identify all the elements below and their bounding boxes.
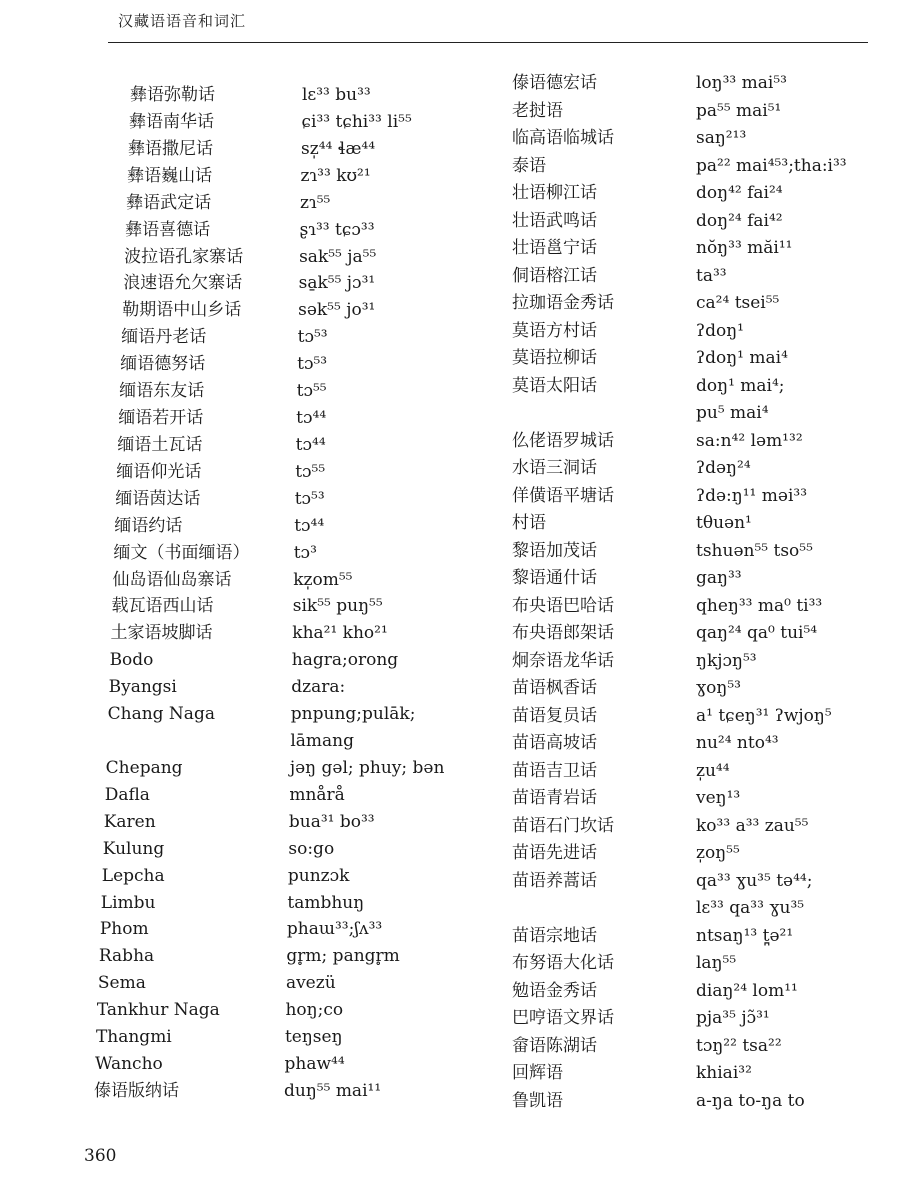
left-language-name: 勒期语中山乡话 [122, 300, 242, 321]
left-word-form: sz̩⁴⁴ ɬæ⁴⁴ [301, 138, 376, 159]
left-language-name: 浪速语允欠寨话 [123, 273, 243, 294]
left-language-name: 彝语弥勒话 [130, 85, 215, 105]
right-word-form: ntsaŋ¹³ t̪ə²¹ [696, 925, 794, 946]
right-word-form: z̩u⁴⁴ [696, 760, 730, 781]
left-language-name: Karen [103, 811, 156, 832]
right-language-name: 回辉语 [512, 1063, 563, 1084]
right-language-name: 老挝语 [512, 100, 563, 121]
left-language-name: Phom [99, 919, 149, 940]
right-language-name: 村语 [512, 513, 546, 534]
left-language-name: 彝语武定话 [126, 192, 212, 213]
right-word-form: nu²⁴ nto⁴³ [696, 733, 779, 754]
right-word-form: khiai³² [696, 1063, 752, 1084]
left-language-name: 缅语东友话 [119, 381, 205, 402]
right-language-name: 布努语大化话 [512, 953, 614, 974]
left-word-form: phaw⁴⁴ [284, 1054, 345, 1075]
right-language-name: 布央语郎架话 [512, 623, 614, 644]
left-word-form: so:go [288, 838, 335, 859]
right-language-name: 苗语复员话 [512, 705, 597, 726]
left-word-form: teŋseŋ [284, 1027, 343, 1048]
right-word-form: doŋ¹ mai⁴; [696, 375, 785, 396]
right-word-form: a-ŋa to-ŋa to [696, 1091, 805, 1111]
left-language-name: 波拉语孔家寨话 [124, 246, 244, 267]
left-word-form: pnpung;pulāk; [290, 704, 416, 725]
left-language-name: Lepcha [101, 865, 165, 886]
left-word-form: lɛ³³ bu³³ [302, 85, 371, 105]
left-word-form: jəŋ gəl; phuy; bən [289, 757, 445, 778]
left-language-name: 缅语丹老话 [121, 327, 207, 348]
right-language-name: 壮语邕宁话 [512, 238, 597, 259]
right-language-name: 黎语加茂话 [512, 540, 597, 561]
right-language-name: 莫语太阳话 [512, 375, 597, 396]
right-word-form: qaŋ²⁴ qa⁰ tui⁵⁴ [696, 623, 818, 644]
right-language-name: 苗语石门坎话 [512, 815, 614, 836]
right-word-form: lɛ³³ qa³³ ɣu³⁵ [696, 898, 805, 919]
left-language-name: 土家语坡脚话 [110, 623, 213, 644]
left-language-name: 傣语版纳话 [94, 1081, 179, 1101]
right-language-name: 鲁凯语 [512, 1091, 563, 1111]
left-word-form: ʂɿ³³ tɕɔ³³ [299, 219, 375, 240]
right-language-name: 苗语宗地话 [512, 925, 597, 946]
left-word-form: tɔ⁵³ [297, 327, 328, 348]
left-language-name: 彝语巍山话 [127, 165, 213, 186]
right-word-form: ʔdəŋ²⁴ [696, 458, 751, 479]
right-word-form: ko³³ a³³ zau⁵⁵ [696, 815, 809, 836]
left-language-name: 仙岛语仙岛寨话 [112, 569, 232, 590]
right-word-form: tɔŋ²² tsa²² [696, 1035, 782, 1056]
left-language-name: 载瓦语西山话 [111, 596, 214, 617]
right-language-name: 布央语巴哈话 [512, 595, 614, 616]
right-word-form: tshuən⁵⁵ tso⁵⁵ [696, 540, 813, 561]
right-word-form: laŋ⁵⁵ [696, 953, 737, 974]
left-language-name: 彝语南华话 [129, 111, 215, 132]
left-word-form: tɔ³ [293, 542, 317, 563]
right-word-form: nŏŋ³³ măi¹¹ [696, 238, 793, 259]
left-language-name: Tankhur Naga [96, 1000, 220, 1021]
right-language-name: 苗语青岩话 [512, 788, 597, 809]
left-language-name: 缅语约话 [114, 515, 183, 536]
left-word-form: zɿ³³ kʊ²¹ [300, 165, 371, 186]
left-language-name: 缅语德努话 [120, 354, 206, 375]
header-title: 汉藏语语音和词汇 [118, 12, 247, 30]
left-word-form: mnårå [289, 784, 345, 805]
left-word-form: kz̩om⁵⁵ [293, 569, 353, 590]
page-number: 360 [84, 1146, 117, 1166]
right-language-name: 壮语柳江话 [512, 183, 597, 204]
right-language-name: 莫语拉柳话 [512, 348, 597, 369]
left-word-form: sak⁵⁵ ja⁵⁵ [299, 246, 377, 267]
left-language-name: 彝语喜德话 [125, 219, 211, 240]
right-word-form: pu⁵ mai⁴ [696, 403, 769, 424]
left-language-name: 缅语土瓦话 [117, 434, 203, 455]
right-language-name: 苗语高坡话 [512, 733, 597, 754]
right-language-name: 畲语陈湖话 [512, 1035, 597, 1056]
right-word-form: a¹ tɕeŋ³¹ ʔwjoŋ⁵ [696, 705, 832, 726]
right-word-form: ta³³ [696, 265, 727, 286]
right-word-form: doŋ⁴² fai²⁴ [696, 183, 783, 204]
right-word-form: ʔdoŋ¹ mai⁴ [696, 348, 788, 369]
right-language-name: 泰语 [512, 155, 546, 176]
left-language-name: Chepang [105, 757, 183, 778]
left-word-form: phaɯ³³;ʃʌ³³ [286, 919, 383, 940]
right-language-name: 傣语德宏话 [512, 73, 597, 93]
left-language-name: Kulung [102, 838, 165, 859]
right-language-name: 佯僙语平塘话 [512, 485, 614, 506]
left-word-form: hagra;orong [291, 650, 399, 671]
right-word-form: diaŋ²⁴ lom¹¹ [696, 980, 798, 1001]
left-language-name: Sema [97, 973, 146, 994]
right-word-form: gaŋ³³ [696, 568, 742, 589]
left-word-form: tɔ⁴⁴ [296, 408, 327, 429]
left-word-form: zɿ⁵⁵ [300, 192, 331, 213]
left-language-name: 缅语若开话 [118, 408, 204, 429]
right-language-name: 临高语临城话 [512, 128, 614, 149]
right-word-form: pja³⁵ jɔ̃³¹ [696, 1008, 770, 1029]
right-word-form: pa⁵⁵ mai⁵¹ [696, 100, 782, 121]
left-language-name: Limbu [100, 892, 156, 913]
right-language-name: 巴哼语文界话 [512, 1008, 614, 1029]
right-word-form: saŋ²¹³ [696, 128, 747, 149]
left-word-form: tambhuŋ [287, 892, 365, 913]
left-word-form: kha²¹ kho²¹ [292, 623, 388, 644]
left-word-form: tɔ⁵⁵ [296, 381, 327, 402]
right-language-name: 壮语武鸣话 [512, 210, 597, 231]
left-word-form: lāmang [290, 731, 354, 752]
left-language-name: 缅语茵达话 [115, 488, 201, 509]
right-word-form: ʔdoŋ¹ [696, 320, 744, 341]
left-word-form: tɔ⁵⁵ [295, 461, 326, 482]
right-word-form: qa³³ ɣu³⁵ tə⁴⁴; [696, 870, 813, 891]
right-language-name: 苗语养蒿话 [512, 870, 597, 891]
right-word-form: sa:n⁴² ləm¹³² [696, 430, 803, 451]
right-language-name: 苗语先进话 [512, 843, 597, 864]
left-language-name: Wancho [94, 1054, 163, 1075]
right-language-name: 仫佬语罗城话 [512, 430, 614, 451]
right-word-form: qheŋ³³ ma⁰ ti³³ [696, 595, 823, 616]
right-word-form: veŋ¹³ [696, 788, 741, 809]
right-language-name: 勉语金秀话 [512, 980, 597, 1001]
right-word-form: ɣoŋ⁵³ [696, 678, 741, 699]
header-rule [108, 42, 868, 43]
left-word-form: punzɔk [287, 865, 350, 886]
left-word-form: sa̱k⁵⁵ jɔ³¹ [298, 273, 376, 294]
left-word-form: tɔ⁴⁴ [295, 434, 326, 455]
right-word-form: ŋkjɔŋ⁵³ [696, 650, 757, 671]
left-language-name: Rabha [98, 946, 155, 967]
right-language-name: 拉珈语金秀话 [512, 293, 614, 314]
left-word-form: ɕi³³ tɕhi³³ li⁵⁵ [301, 111, 412, 132]
left-word-form: bua³¹ bo³³ [288, 811, 375, 832]
left-word-form: tɔ⁵³ [297, 354, 328, 375]
right-language-name: 侗语榕江话 [512, 265, 597, 286]
left-word-form: tɔ⁵³ [294, 488, 325, 509]
left-language-name: Bodo [109, 650, 154, 671]
left-word-form: sək⁵⁵ jo³¹ [298, 300, 376, 321]
right-language-name: 苗语枫香话 [512, 678, 597, 699]
right-word-form: doŋ²⁴ fai⁴² [696, 210, 783, 231]
right-word-form: loŋ³³ mai⁵³ [696, 73, 787, 93]
left-word-form: avezü [285, 973, 336, 994]
right-word-form: ʔdə:ŋ¹¹ məi³³ [696, 485, 808, 506]
left-word-form: gr̥m; pangr̥m [286, 946, 400, 967]
left-language-name: Byangsi [108, 677, 177, 698]
right-word-form: z̩oŋ⁵⁵ [696, 843, 740, 864]
left-word-form: dzara: [291, 677, 346, 698]
left-language-name: Dafla [104, 784, 150, 805]
left-language-name: Chang Naga [107, 704, 215, 725]
right-word-form: pa²² mai⁴⁵³;tha:i³³ [696, 155, 847, 176]
left-language-name: 彝语撒尼话 [128, 138, 214, 159]
left-language-name: 缅语仰光话 [116, 461, 202, 482]
right-word-form: ca²⁴ tsei⁵⁵ [696, 293, 780, 314]
left-word-form: tɔ⁴⁴ [294, 515, 325, 536]
left-word-form: sik⁵⁵ puŋ⁵⁵ [292, 596, 383, 617]
right-language-name: 苗语吉卫话 [512, 760, 597, 781]
left-word-form: hoŋ;co [285, 1000, 344, 1021]
right-language-name: 黎语通什话 [512, 568, 597, 589]
right-word-form: tθuən¹ [696, 513, 752, 534]
left-language-name: Thangmi [95, 1027, 172, 1048]
left-word-form: duŋ⁵⁵ mai¹¹ [284, 1081, 382, 1101]
right-language-name: 水语三洞话 [512, 458, 597, 479]
left-language-name: 缅文（书面缅语） [113, 542, 250, 563]
right-language-name: 莫语方村话 [512, 320, 597, 341]
right-language-name: 炯奈语龙华话 [512, 650, 614, 671]
